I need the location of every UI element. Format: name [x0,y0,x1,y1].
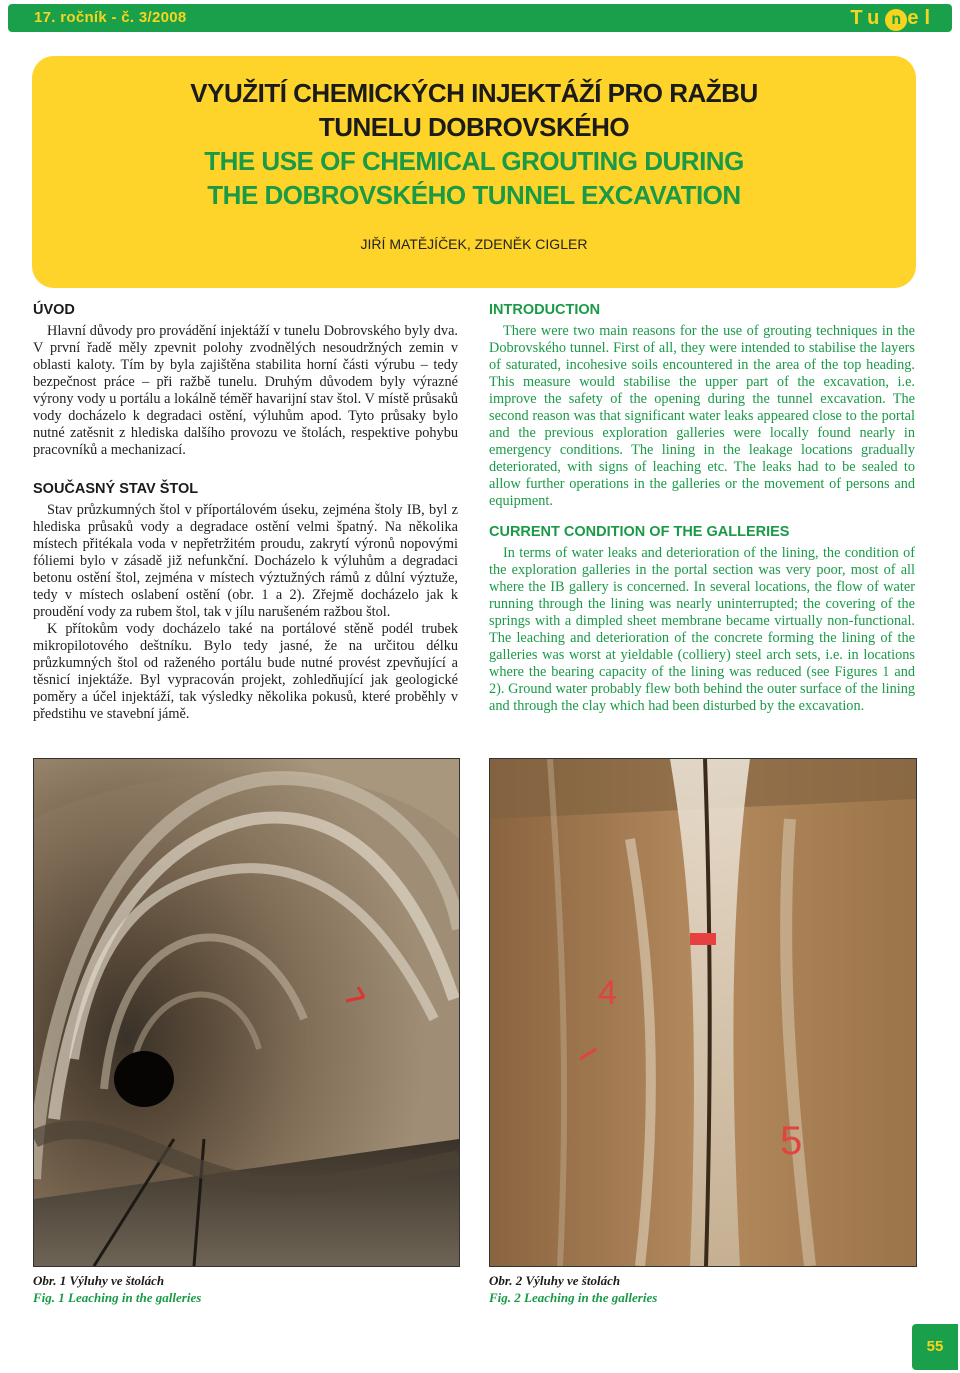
figure-2-caption-en: Fig. 2 Leaching in the galleries [489,1290,658,1305]
current-condition-heading: CURRENT CONDITION OF THE GALLERIES [489,524,790,540]
figure-1-caption-en: Fig. 1 Leaching in the galleries [33,1290,202,1305]
logo-letter: T [850,7,868,29]
uvod-paragraph: Hlavní důvody pro provádění injektáží v tunelu Dobrovského byly dva. V první řadě měly zpevnit polohy zvodnělých nesoudržných zemin v oblasti kaloty. Tím by byla zajištěna stabilita horní části výrubu – tedy bezpečnost práce – při ražbě tunelu. Druhým důvodem byly výrazné výrony vody u portálu a lokálně téměř havarijní stav štol. V místě průsaků vody docházelo k degradaci ostění, výluhům apod. Tyto průsaky bylo nutné zatěsnit z hlediska dalšího provozu ve štolách, respektive pohybu pracovníků a mechanizací. [33,323,458,458]
tunel-logo [850,7,936,31]
title-box [32,56,916,288]
introduction-paragraph: There were two main reasons for the use of grouting techniques in the Dobrovského tunnel. First of all, they were intended to stabilise the layers of saturated, incohesive soils encountered in the area of the top heading. This measure would stabilise the upper part of the excavation, i.e. improve the safety of the opening during the tunnel excavation. The second reason was that significant water leaks appeared close to the portal and the previous exploration galleries were locally found nearly in emergency conditions. The lining in the leakage locations gradually deteriorated, with signs of leaching etc. The leaks had to be sealed to allow further operations in the galleries or the movement of persons and equipment. [489,323,915,509]
chalk-mark-5: 5 [780,1119,803,1163]
uvod-heading: ÚVOD [33,302,75,318]
leaching-wall-image [490,759,916,1266]
logo-letter: l [924,7,936,29]
english-column [489,302,915,715]
logo-letter: n [885,9,907,31]
gallery-tunnel-image [34,759,459,1266]
logo-letter: e [907,7,925,29]
stav-paragraph-2: K přítokům vody docházelo také na portálové stěně podél trubek mikropilotového deštníku. Bylo tedy jasné, že na určitou délku průzkumných štol od raženého portálu bude nutné provést zpevňující a těsnicí injektáže. Byl vypracován projekt, zohledňující jak geologické poměry a účel injektáží, tak výsledky několika pokusů, které proběhly v předstihu ve stavební jámě. [33,621,458,722]
title-en-line1: THE USE OF CHEMICAL GROUTING DURING [204,146,744,176]
figure-1-caption [33,1272,201,1306]
figure-2-caption [489,1272,657,1306]
introduction-heading: INTRODUCTION [489,302,601,318]
logo-letter: u [867,7,886,29]
header-bar [8,4,952,32]
current-condition-paragraph: In terms of water leaks and deterioration of the lining, the condition of the exploration galleries in the portal section was very poor, most of all where the IB gallery is concerned. In several locations, the flow of water running through the lining was nearly uninterrupted; the covering of the springs with a dimpled sheet membrane became virtually non-functional. The leaching and deterioration of the concrete forming the lining of the galleries was worst at yieldable (colliery) steel arch sets, i.e. in locations where the bearing capacity of the lining was reduced (see Figures 1 and 2). Ground water probably flew both behind the outer surface of the lining and through the clay which had been disturbed by the excavation. [489,545,915,714]
figure-1-caption-cz: Obr. 1 Výluhy ve štolách [33,1273,165,1288]
figure-1-photo [33,758,460,1267]
authors: JIŘÍ MATĚJÍČEK, ZDENĚK CIGLER [360,236,588,252]
czech-column [33,302,458,723]
stav-paragraph-1: Stav průzkumných štol v příportálovém úseku, zejména štoly IB, byl z hlediska průsaků vody a degradace ostění velmi špatný. Na několika místech přitékala voda v nepřetržitém proudu, zakrytí výronů nopovými fóliemi bylo v zásadě již nefunkční. Docházelo k výluhům a degradaci betonu ostění štol, zejména v místech výztužných rámů z důlní výztuže, tedy v místech oslabení ostění (obr. 1 a 2). Zřejmě docházelo jak k proudění vody za rubem štol, tak v jílu narušeném ražbou štol. [33,502,458,620]
chalk-mark-4: 4 [598,974,617,1012]
title-cz-line2: TUNELU DOBROVSKÉHO [318,112,630,142]
title-en-line2: THE DOBROVSKÉHO TUNNEL EXCAVATION [207,180,741,210]
page-number: 55 [912,1324,958,1370]
issue-label: 17. ročník - č. 3/2008 [34,9,187,26]
title-cz-line1: VYUŽITÍ CHEMICKÝCH INJEKTÁŽÍ PRO RAŽBU [190,78,758,108]
figure-2-caption-cz: Obr. 2 Výluhy ve štolách [489,1273,621,1288]
figure-2-photo [489,758,917,1267]
stav-heading: SOUČASNÝ STAV ŠTOL [33,481,199,497]
